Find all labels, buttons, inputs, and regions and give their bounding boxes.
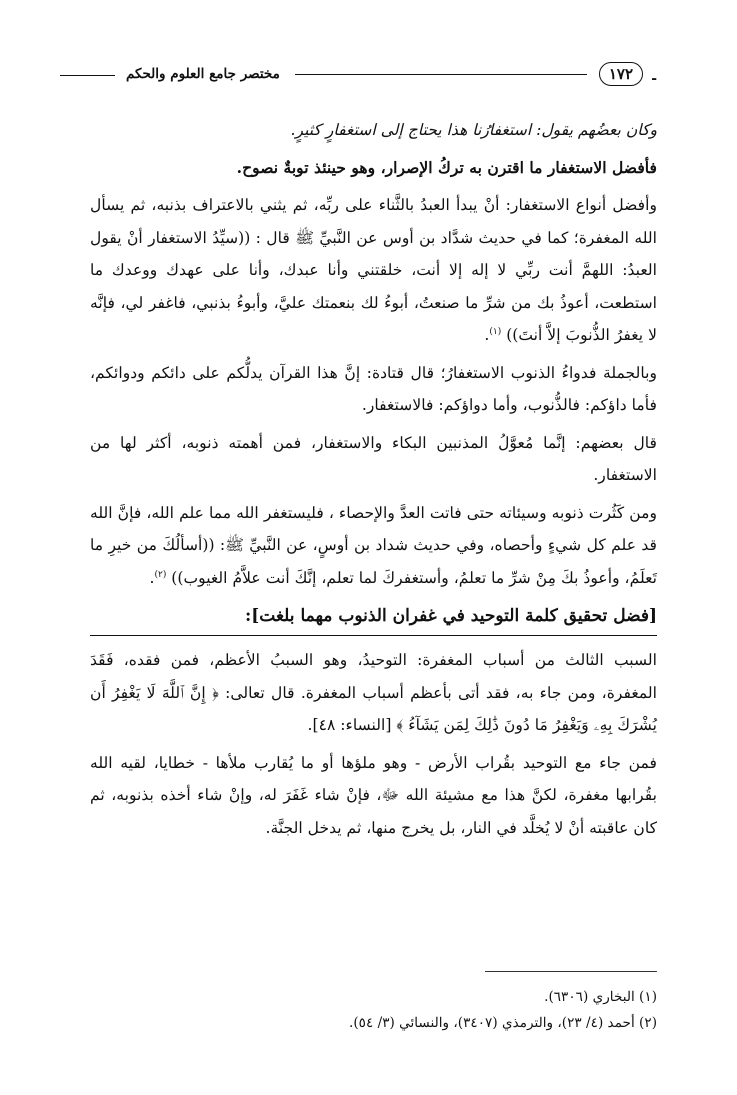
section-rule [90, 635, 657, 636]
running-header [60, 62, 657, 90]
footnote: (١) البخاري (٦٣٠٦). [544, 989, 657, 1005]
paragraph: وأفضل أنواع الاستغفار: أنْ يبدأ العبدُ بالثَّناء على ربِّه، ثم يثني بالاعتراف بذنبه، ثم يسأل الله المغفرة؛ كما في حديث شدَّاد بن أوس عن النَّبيِّ ﷺ قال : ((سيِّدُ الاستغفار أنْ يقول العبدُ: اللهمَّ أنت ربِّي لا إله إلا أنت، خلقتني وأنا عبدك، وأنا على عهدك ووعدك ما استطعت، أعوذُ بك من شرِّ ما صنعتُ، أبوءُ لك بنعمتك عليَّ، وأبوءُ بذنبي، فاغفر لي، فإنَّه لا يغفرُ الذُّنوبَ إلاَّ أنتَ)) $^{(١)}$. [90, 196, 657, 344]
footnote-rule [485, 971, 657, 972]
header-end-dash [60, 75, 115, 76]
footnote-mark: (١) [489, 326, 502, 337]
paragraph: السبب الثالث من أسباب المغفرة: التوحيدُ، وهو السببُ الأعظم، فمن فقده، فَقَدَ المغفرة، ومن جاء به، فقد أتى بأعظم أسباب المغفرة. قال تعالى: ﴿ إِنَّ ٱللَّهَ لَا يَغْفِرُ أَن يُشْرَكَ بِهِۦ وَيَغْفِرُ مَا دُونَ ذَٰلِكَ لِمَن يَشَآءُ ﴾ [النساء: ٤٨]. [90, 651, 657, 734]
paragraph: فأفضل الاستغفار ما اقترن به تركُ الإصرار، وهو حينئذ توبةٌ نصوح. [236, 157, 657, 177]
footnotes [90, 984, 657, 1036]
footnote: (٢) أحمد (٤/ ٢٣)، والترمذي (٣٤٠٧)، والنسائي (٣/ ٥٤). [349, 1015, 657, 1031]
header-rule [295, 74, 587, 75]
section-heading: [فضل تحقيق كلمة التوحيد في غفران الذنوب مهما بلغت]: [90, 599, 657, 636]
paragraph: وكان بعضُهم يقول: استغفارُنا هذا يحتاج إلى استغفارٍ كثيرٍ. [290, 121, 657, 139]
paragraph: قال بعضهم: إنَّما مُعوَّلُ المذنبين البكاء والاستغفار، فمن أهمته ذنوبه، أكثر لها من الاستغفار. [90, 433, 657, 484]
footnote-mark: (٢) [154, 569, 167, 580]
book-title: مختصر جامع العلوم والحكم [126, 66, 280, 82]
paragraph: وبالجملة فدواءُ الذنوب الاستغفارُ؛ قال قتادة: إنَّ هذا القرآن يدلُّكم على دائكم ودوائكم، فأما داؤكم: فالذُّنوب، وأما دواؤكم: فالاستغفار. [90, 363, 657, 414]
paragraph: فمن جاء مع التوحيد بقُراب الأرض - وهو ملؤها أو ما يُقارب ملأها - خطايا، لقيه الله بقُرابها مغفرة، لكنَّ هذا مع مشيئة الله ﷻ، فإنْ شاء غَفَرَ له، وإنْ شاء أخذه بذنوبه، ثم كان عاقبته أنْ لا يُخلَّد في النار، بل يخرج منها، ثم يدخل الجنَّة. [90, 753, 657, 837]
page-body [90, 114, 657, 849]
page-number: ١٧٢ [599, 62, 643, 86]
paragraph: ومن كَثُرت ذنوبه وسيئاته حتى فاتت العدَّ والإحصاء ، فليستغفر الله مما علم الله، فإنَّ الله قد علم كل شيءٍ وأحصاه، وفي حديث شداد بن أوسٍ، عن النَّبيِّ ﷺ: ((أسألُكَ من خيرِ ما تَعلَمُ، وأعوذُ بكَ مِنْ شرِّ ما تعلمُ، وأستغفركَ لما تعلم، إنَّكَ أنت علاَّمُ الغيوب)) $^{(٢)}$. [90, 503, 657, 587]
header-dash: - [651, 71, 657, 87]
